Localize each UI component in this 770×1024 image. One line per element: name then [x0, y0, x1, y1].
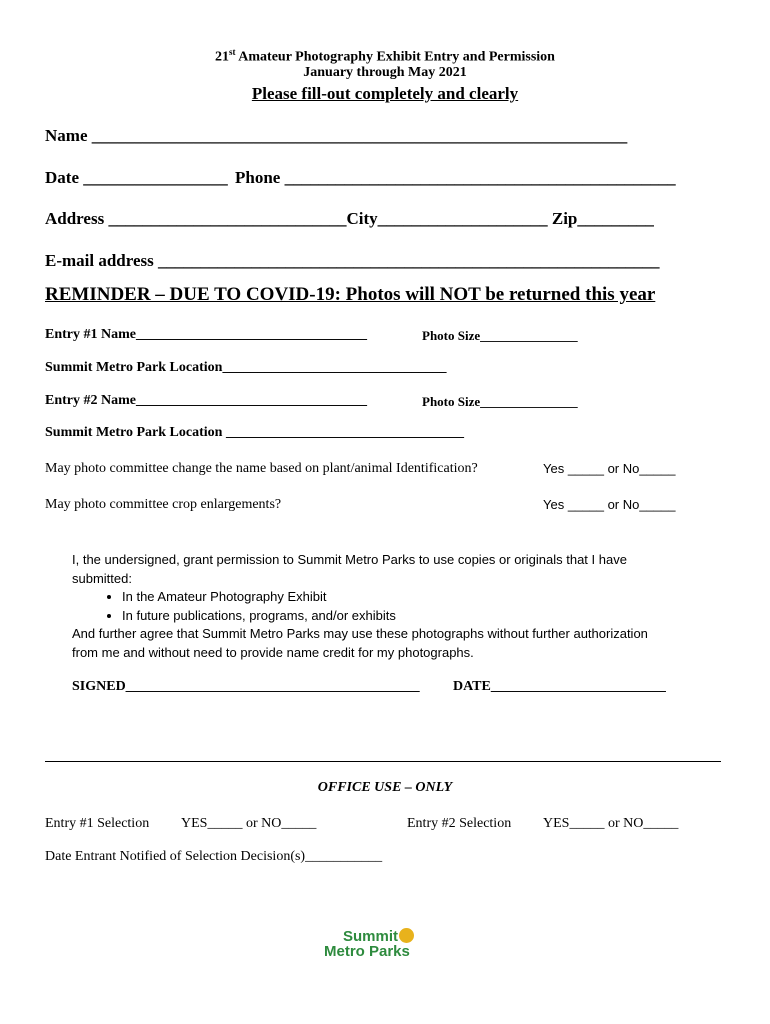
phone-field[interactable]: Phone ______________________________________________	[235, 168, 676, 187]
logo-text-line2: Metro Parks	[324, 943, 410, 960]
covid-reminder: REMINDER – DUE TO COVID-19: Photos will NOT be returned this year	[45, 284, 656, 305]
form-subtitle: January through May 2021	[303, 65, 467, 80]
permission-item: • In the Amateur Photography Exhibit	[122, 588, 672, 607]
form-title: 21st Amateur Photography Exhibit Entry and Permission	[215, 47, 555, 65]
entry2-photo-size-field[interactable]: Photo Size_______________	[422, 394, 578, 409]
permission-statement	[72, 551, 672, 662]
office-use-title: OFFICE USE – ONLY	[317, 780, 453, 795]
entry1-photo-size-field[interactable]: Photo Size_______________	[422, 328, 578, 343]
entry1-name-field[interactable]: Entry #1 Name_________________________________	[45, 327, 367, 342]
logo-text-line1: Summit	[343, 928, 399, 945]
entry2-name-field[interactable]: Entry #2 Name_________________________________	[45, 393, 367, 408]
entry1-location-field[interactable]: Summit Metro Park Location________________________________	[45, 360, 447, 375]
section-divider	[45, 761, 721, 762]
office-entry2-answer[interactable]: YES_____ or NO_____	[543, 816, 679, 831]
entry2-location-field[interactable]: Summit Metro Park Location __________________________________	[45, 425, 464, 440]
permission-item: • In future publications, programs, and/or exhibits	[122, 607, 672, 626]
summit-metro-parks-logo	[324, 928, 434, 959]
date-field[interactable]: Date _________________	[45, 168, 228, 187]
question-rename-answer[interactable]: Yes _____ or No_____	[543, 461, 676, 476]
office-entry2-label: Entry #2 Selection	[407, 816, 512, 831]
email-field[interactable]: E-mail address ___________________________________________________________	[45, 251, 660, 270]
permission-closing: And further agree that Summit Metro Parks may use these photographs without further authorization from me and without need to provide name credit for my photographs.	[72, 626, 648, 660]
question-crop: May photo committee crop enlargements?	[45, 497, 282, 512]
office-entry1-label: Entry #1 Selection	[45, 816, 150, 831]
question-rename: May photo committee change the name based on plant/animal Identification?	[45, 461, 478, 476]
question-crop-answer[interactable]: Yes _____ or No_____	[543, 497, 676, 512]
sun-icon	[399, 928, 414, 943]
form-instruction: Please fill-out completely and clearly	[251, 84, 519, 103]
signature-date-field[interactable]: DATE_________________________	[453, 679, 666, 694]
office-entry1-answer[interactable]: YES_____ or NO_____	[181, 816, 317, 831]
permission-intro: I, the undersigned, grant permission to Summit Metro Parks to use copies or originals that I have submitted:	[72, 552, 627, 586]
address-city-zip-field[interactable]: Address ____________________________City____________________ Zip_________	[45, 209, 654, 228]
permission-list	[72, 588, 672, 625]
office-notified-field[interactable]: Date Entrant Notified of Selection Decision(s)___________	[45, 849, 383, 864]
signature-field[interactable]: SIGNED__________________________________________	[72, 679, 420, 694]
name-field[interactable]: Name _______________________________________________________________	[45, 126, 628, 145]
